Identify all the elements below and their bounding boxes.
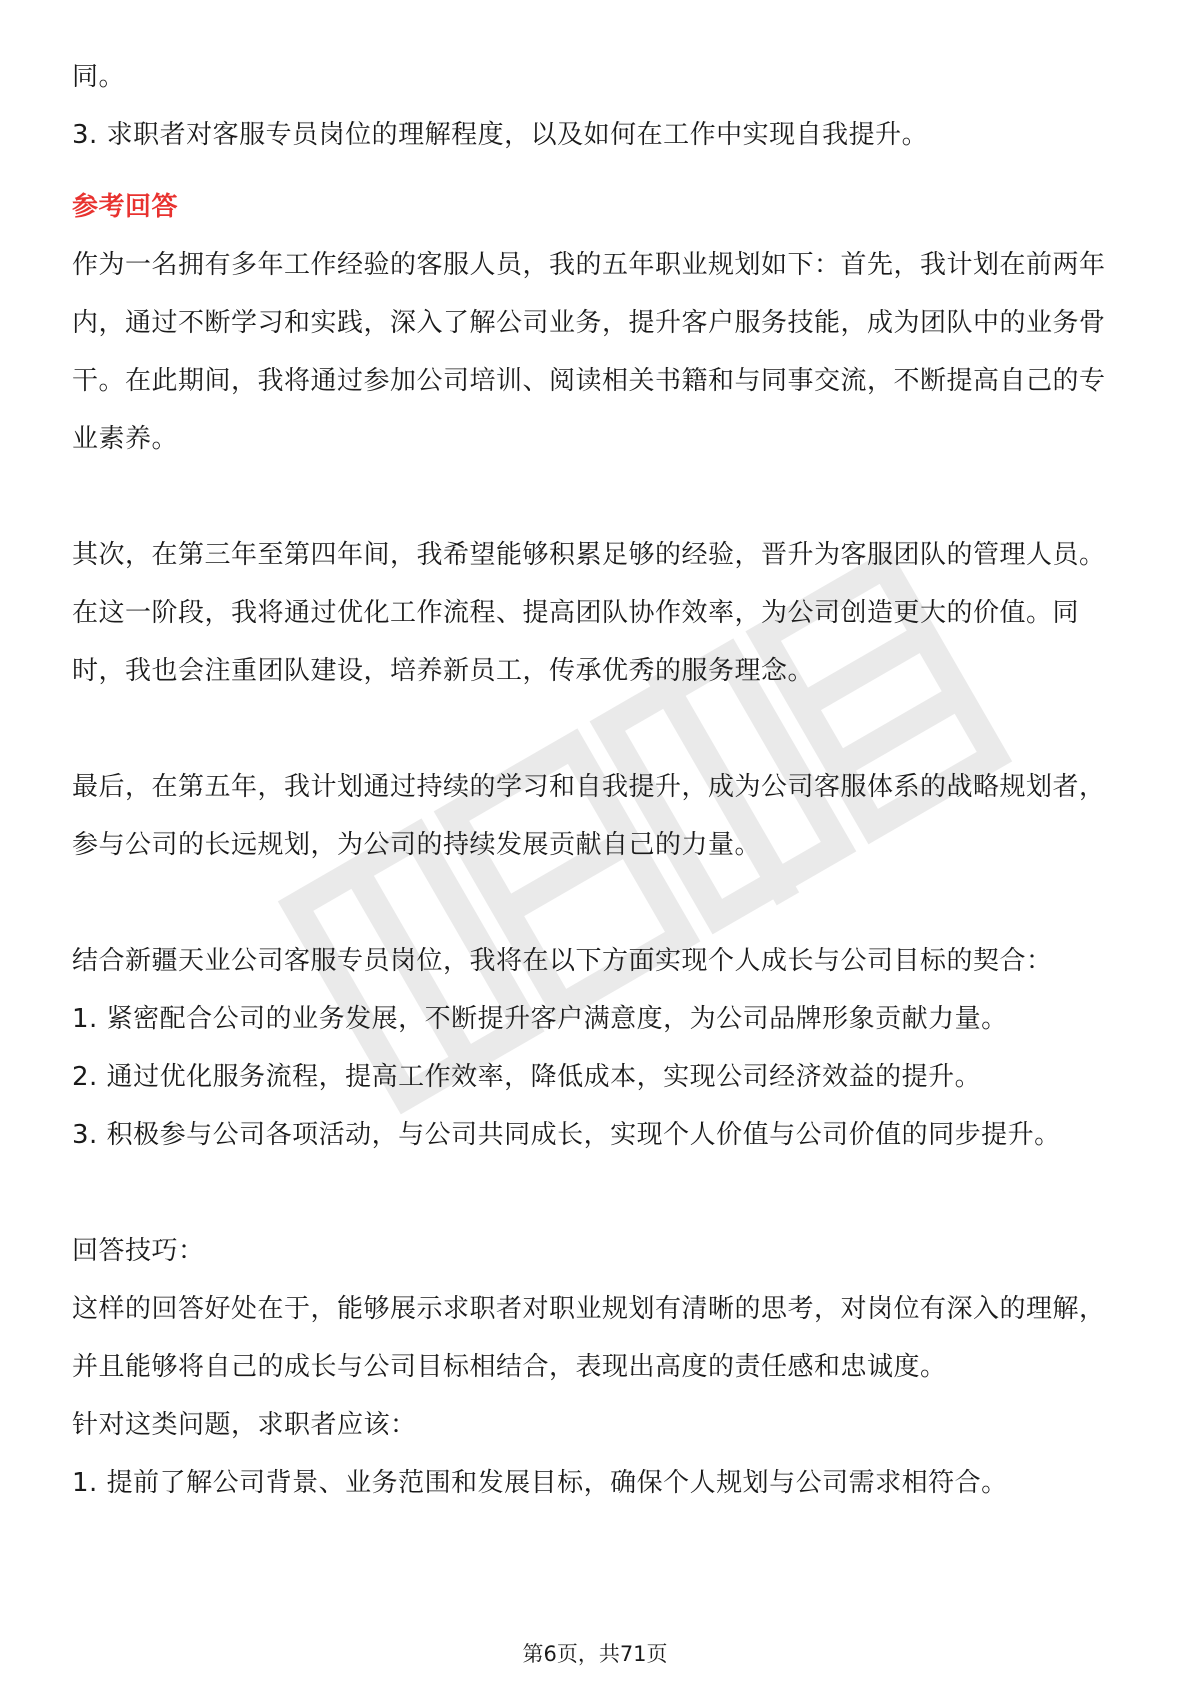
question-item-3: 3. 求职者对客服专员岗位的理解程度，以及如何在工作中实现自我提升。 xyxy=(72,120,929,150)
answer-paragraph-3: 最后，在第五年，我计划通过持续的学习和自我提升，成为公司客服体系的战略规划者，参与公司的长远规划，为公司的持续发展贡献自己的力量。 xyxy=(72,772,1106,860)
answer-paragraph-2: 其次，在第三年至第四年间，我希望能够积累足够的经验，晋升为客服团队的管理人员。在这一阶段，我将通过优化工作流程、提高团队协作效率，为公司创造更大的价值。同时，我也会注重团队建设，培养新员工，传承优秀的服务理念。 xyxy=(72,540,1106,686)
answer-paragraph-1: 作为一名拥有多年工作经验的客服人员，我的五年职业规划如下：首先，我计划在前两年内，通过不断学习和实践，深入了解公司业务，提升客户服务技能，成为团队中的业务骨干。在此期间，我将通过参加公司培训、阅读相关书籍和与同事交流，不断提高自己的专业素养。 xyxy=(72,250,1106,454)
page-number: 第6页，共71页 xyxy=(522,1642,668,1666)
answer-paragraph-4: 结合新疆天业公司客服专员岗位，我将在以下方面实现个人成长与公司目标的契合： xyxy=(72,946,1053,976)
answer-list-item-1: 1. 紧密配合公司的业务发展，不断提升客户满意度，为公司品牌形象贡献力量。 xyxy=(72,1004,1008,1034)
text-line-continuation: 同。 xyxy=(72,62,126,92)
reference-answer-heading: 参考回答 xyxy=(72,192,179,222)
answer-list-item-2: 2. 通过优化服务流程，提高工作效率，降低成本，实现公司经济效益的提升。 xyxy=(72,1062,982,1092)
tips-intro: 针对这类问题，求职者应该： xyxy=(72,1410,417,1440)
document-body xyxy=(72,48,1118,1512)
tips-heading: 回答技巧： xyxy=(72,1236,205,1266)
tips-paragraph: 这样的回答好处在于，能够展示求职者对职业规划有清晰的思考，对岗位有深入的理解，并且能够将自己的成长与公司目标相结合，表现出高度的责任感和忠诚度。 xyxy=(72,1294,1106,1382)
answer-list-item-3: 3. 积极参与公司各项活动，与公司共同成长，实现个人价值与公司价值的同步提升。 xyxy=(72,1120,1061,1150)
tips-list-item-1: 1. 提前了解公司背景、业务范围和发展目标，确保个人规划与公司需求相符合。 xyxy=(72,1468,1008,1498)
